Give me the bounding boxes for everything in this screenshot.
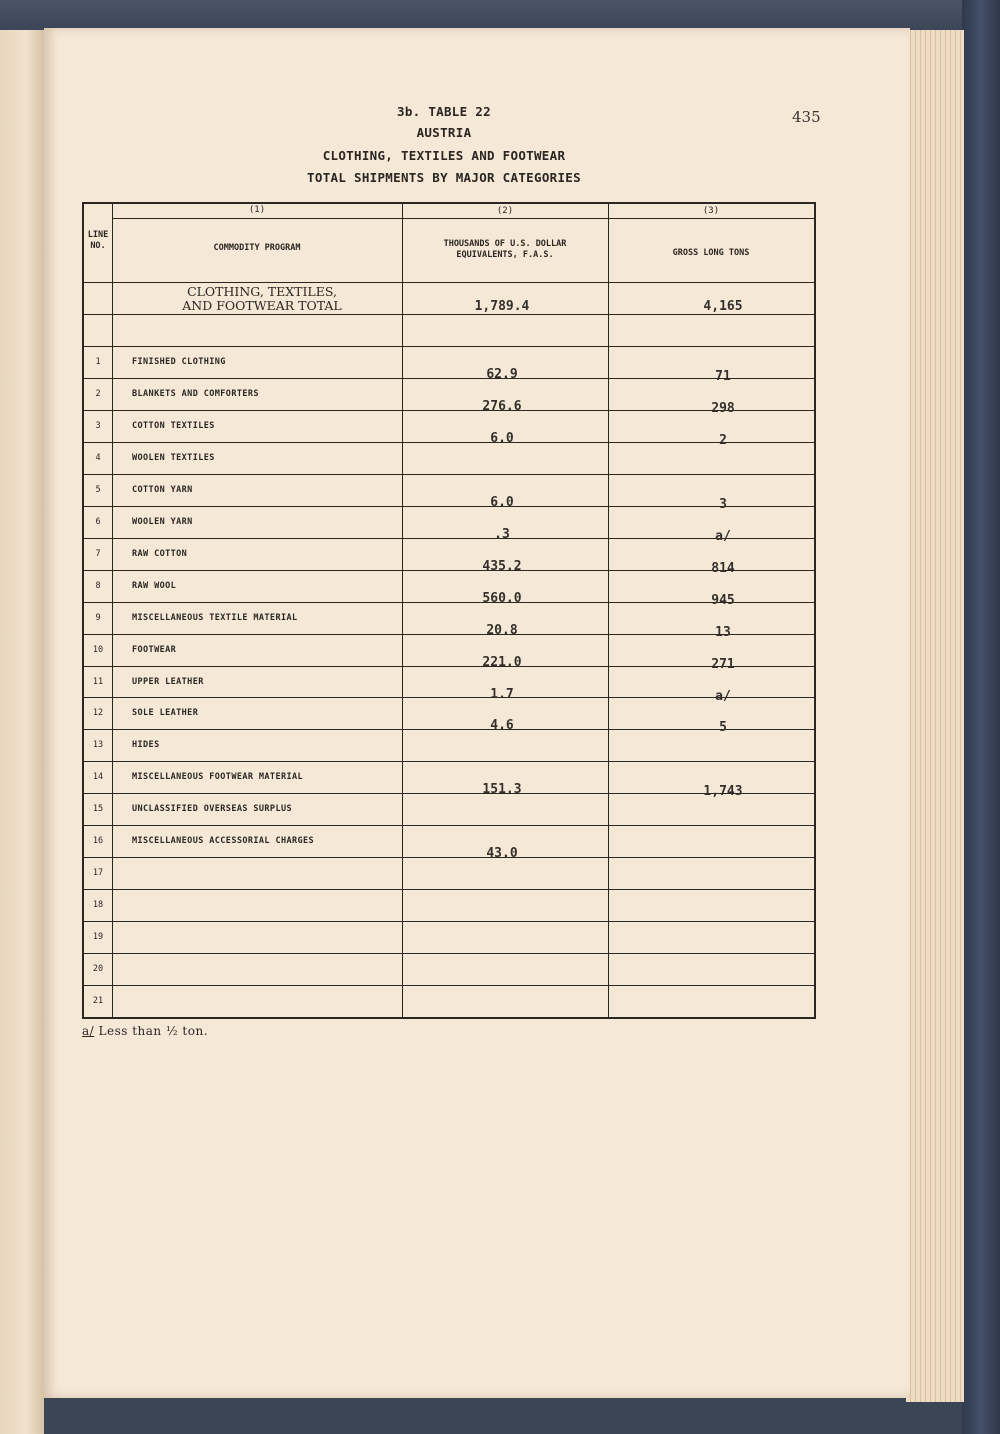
footnote-text: Less than ½ ton.: [94, 1024, 209, 1038]
line-number: 18: [92, 900, 104, 911]
commodity-label: FOOTWEAR: [132, 644, 177, 655]
page-number: 435: [792, 108, 821, 126]
usd-column-divider: [608, 204, 609, 1017]
commodity-header: COMMODITY PROGRAM: [213, 243, 301, 253]
line-number: 13: [92, 740, 104, 751]
line-no-column-divider: [112, 204, 113, 1017]
tons-value: 71: [715, 369, 731, 384]
usd-value: 151.3: [482, 782, 522, 798]
line-number: 20: [92, 964, 104, 975]
tons-value: 945: [711, 592, 735, 608]
tons-value: 5: [719, 720, 727, 736]
row-divider: [84, 953, 814, 954]
total-label-line1: CLOTHING, TEXTILES,: [187, 284, 337, 299]
line-number: 16: [92, 836, 104, 847]
usd-value: 43.0: [486, 846, 518, 862]
book-cover-spine: [962, 0, 1000, 1434]
col2-number: (2): [496, 206, 514, 216]
usd-header: [402, 239, 608, 261]
commodity-label: MISCELLANEOUS FOOTWEAR MATERIAL: [132, 772, 304, 783]
line-number: 4: [95, 452, 101, 463]
total-row-line: [84, 314, 814, 315]
line-number: 6: [95, 516, 101, 527]
row-divider: [84, 825, 814, 826]
tons-value: 814: [711, 560, 735, 576]
subject-title: CLOTHING, TEXTILES AND FOOTWEAR: [322, 148, 566, 163]
usd-value: 560.0: [482, 590, 522, 606]
line-number: 21: [92, 996, 104, 1006]
row-divider: [84, 474, 814, 475]
tons-value: a/: [715, 688, 731, 704]
row-divider: [84, 985, 814, 986]
commodity-label: COTTON YARN: [132, 484, 193, 495]
commodity-label: RAW COTTON: [132, 548, 188, 559]
header-divider: [112, 218, 816, 219]
line-number: 12: [92, 708, 104, 719]
usd-value: 6.0: [490, 494, 514, 510]
tons-value: 1,743: [703, 784, 743, 800]
line-no-header-line1: LINE: [87, 230, 109, 240]
col1-number: (1): [248, 205, 266, 215]
tons-value: 3: [719, 496, 727, 512]
line-number: 2: [95, 388, 101, 399]
commodity-label: FINISHED CLOTHING: [132, 357, 226, 367]
commodity-label: WOOLEN TEXTILES: [132, 452, 215, 463]
commodity-label: MISCELLANEOUS ACCESSORIAL CHARGES: [132, 836, 315, 847]
commodity-label: RAW WOOL: [132, 580, 177, 591]
header-bottom-line: [84, 282, 814, 283]
commodity-label: UPPER LEATHER: [132, 676, 204, 687]
usd-header-line2: EQUIVALENTS, F.A.S.: [456, 250, 554, 260]
commodity-column-divider: [402, 204, 403, 1017]
total-tons-value: 4,165: [703, 299, 743, 314]
shipments-table: [82, 202, 816, 1019]
document-page: [44, 28, 910, 1398]
line-number: 10: [92, 644, 104, 655]
line-number: 11: [92, 676, 104, 687]
tons-value: a/: [715, 528, 731, 544]
line-number: 7: [95, 548, 101, 559]
tons-value: 2: [719, 432, 727, 448]
commodity-label: HIDES: [132, 740, 160, 751]
commodity-label: WOOLEN YARN: [132, 516, 193, 527]
line-number: 15: [92, 804, 104, 815]
spacer-row-line: [84, 346, 814, 347]
usd-value: 1.7: [490, 686, 514, 702]
usd-value: 62.9: [486, 367, 518, 382]
line-no-header: [84, 230, 112, 252]
line-number: 5: [95, 484, 101, 495]
line-number: 14: [92, 772, 104, 783]
row-divider: [84, 889, 814, 890]
line-number: 3: [95, 420, 101, 431]
tons-value: 271: [711, 656, 735, 672]
footnote: [82, 1024, 208, 1038]
commodity-label: SOLE LEATHER: [132, 708, 199, 719]
tons-value: 298: [711, 400, 735, 416]
commodity-label: BLANKETS AND COMFORTERS: [132, 388, 259, 399]
commodity-label: MISCELLANEOUS TEXTILE MATERIAL: [132, 612, 298, 623]
usd-value: 20.8: [486, 622, 518, 638]
row-divider: [84, 921, 814, 922]
commodity-label: UNCLASSIFIED OVERSEAS SURPLUS: [132, 804, 293, 815]
tons-header: GROSS LONG TONS: [672, 248, 750, 258]
line-number: 17: [92, 868, 104, 879]
usd-value: 221.0: [482, 654, 522, 670]
usd-value: 276.6: [482, 398, 522, 414]
col3-number: (3): [702, 206, 720, 216]
line-number: 1: [95, 357, 101, 367]
usd-header-line1: THOUSANDS OF U.S. DOLLAR: [443, 239, 567, 249]
usd-value: 6.0: [490, 430, 514, 446]
subtitle: TOTAL SHIPMENTS BY MAJOR CATEGORIES: [307, 170, 581, 185]
country-title: AUSTRIA: [416, 125, 472, 140]
facing-page-edge: [0, 30, 44, 1434]
line-number: 8: [95, 580, 101, 591]
row-divider: [84, 761, 814, 762]
commodity-label: COTTON TEXTILES: [132, 420, 215, 431]
usd-value: 4.6: [490, 718, 514, 734]
total-usd-value: 1,789.4: [474, 299, 530, 314]
footnote-mark: a/: [82, 1024, 95, 1038]
total-label-line2: AND FOOTWEAR TOTAL: [182, 298, 342, 313]
line-no-header-line2: NO.: [90, 241, 106, 251]
usd-value: .3: [494, 526, 510, 542]
total-label: [112, 285, 412, 313]
usd-value: 435.2: [482, 558, 522, 574]
line-number: 19: [92, 932, 104, 943]
line-number: 9: [95, 612, 101, 623]
page-stack-edges: [906, 30, 964, 1402]
table-id: 3b. TABLE 22: [397, 104, 491, 119]
tons-value: 13: [715, 624, 731, 640]
